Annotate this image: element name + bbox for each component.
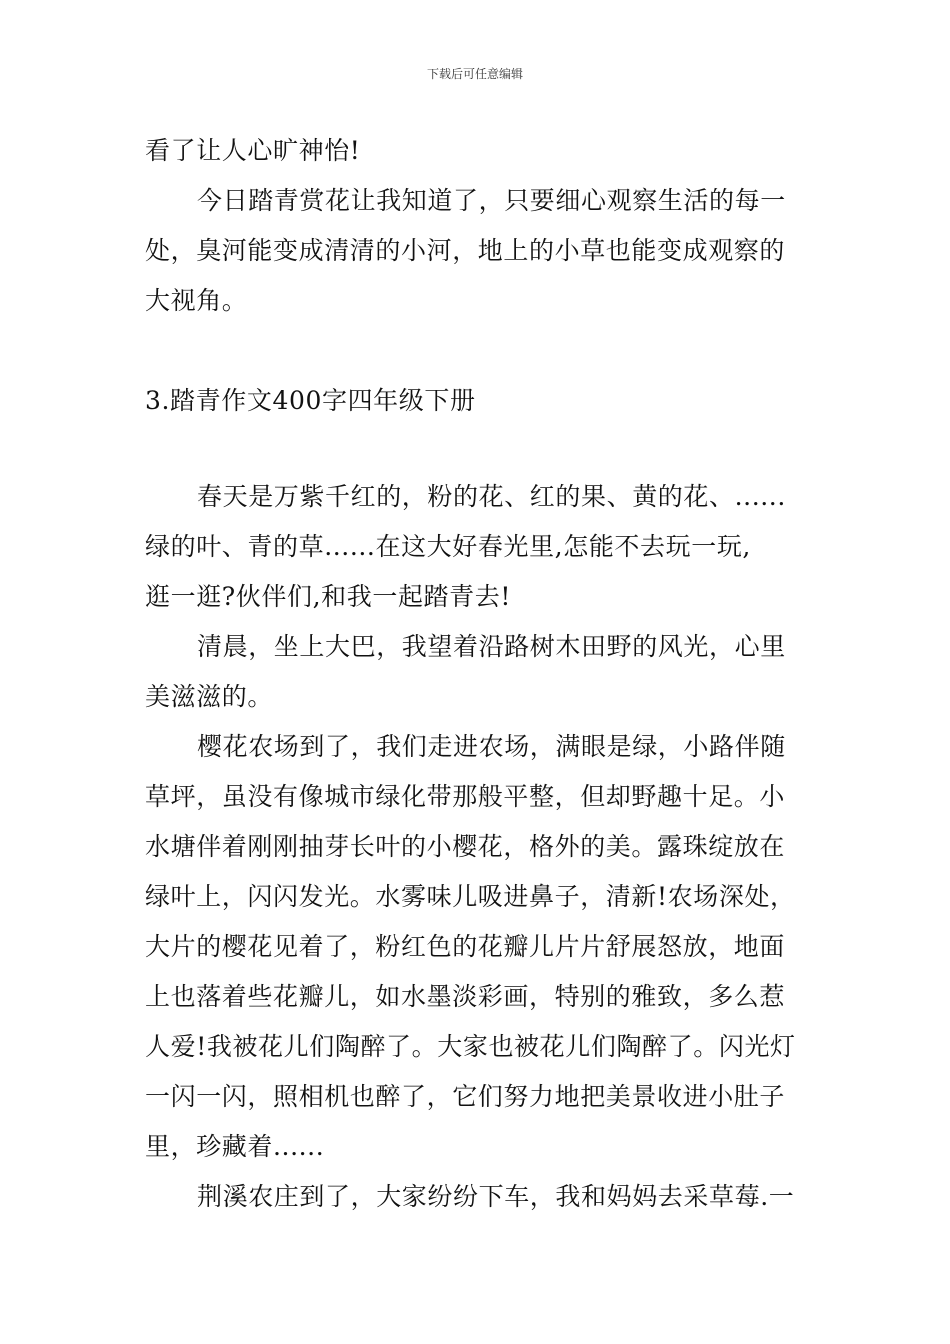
text-line: 美滋滋的。 (145, 682, 274, 711)
text-line: 草坪，虽没有像城市绿化带那般平整，但却野趣十足。小 (145, 782, 786, 811)
text-line: 看了让人心旷神怡! (145, 136, 361, 165)
text-line: 清晨，坐上大巴，我望着沿路树木田野的风光，心里 (197, 632, 786, 661)
text-line: 荆溪农庄到了，大家纷纷下车，我和妈妈去采草莓.一 (197, 1182, 795, 1211)
text-line: 上也落着些花瓣儿，如水墨淡彩画，特别的雅致，多么惹 (145, 982, 786, 1011)
text-line: 处，臭河能变成清清的小河，地上的小草也能变成观察的 (145, 236, 786, 265)
text-line: 逛一逛?伙伴们,和我一起踏青去! (145, 582, 511, 611)
section-title: 3.踏青作文400字四年级下册 (145, 386, 476, 415)
text-line: 绿的叶、青的草......在这大好春光里,怎能不去玩一玩, (145, 532, 751, 561)
text-line: 樱花农场到了，我们走进农场，满眼是绿，小路伴随 (197, 732, 786, 761)
text-line: 春天是万紫千红的，粉的花、红的果、黄的花、...... (197, 482, 786, 511)
text-line: 人爱!我被花儿们陶醉了。大家也被花儿们陶醉了。闪光灯 (145, 1032, 796, 1061)
text-line: 里，珍藏着...... (145, 1132, 325, 1161)
text-line: 水塘伴着刚刚抽芽长叶的小樱花，格外的美。露珠绽放在 (145, 832, 786, 861)
text-line: 绿叶上，闪闪发光。水雾味儿吸进鼻子，清新!农场深处， (145, 882, 796, 911)
page-header: 下载后可任意编辑 (426, 67, 523, 81)
text-line: 一闪一闪，照相机也醉了，它们努力地把美景收进小肚子 (145, 1082, 786, 1111)
text-line: 大片的樱花见着了，粉红色的花瓣儿片片舒展怒放，地面 (145, 932, 786, 961)
text-line: 今日踏青赏花让我知道了，只要细心观察生活的每一 (197, 186, 786, 215)
text-line: 大视角。 (145, 286, 248, 315)
